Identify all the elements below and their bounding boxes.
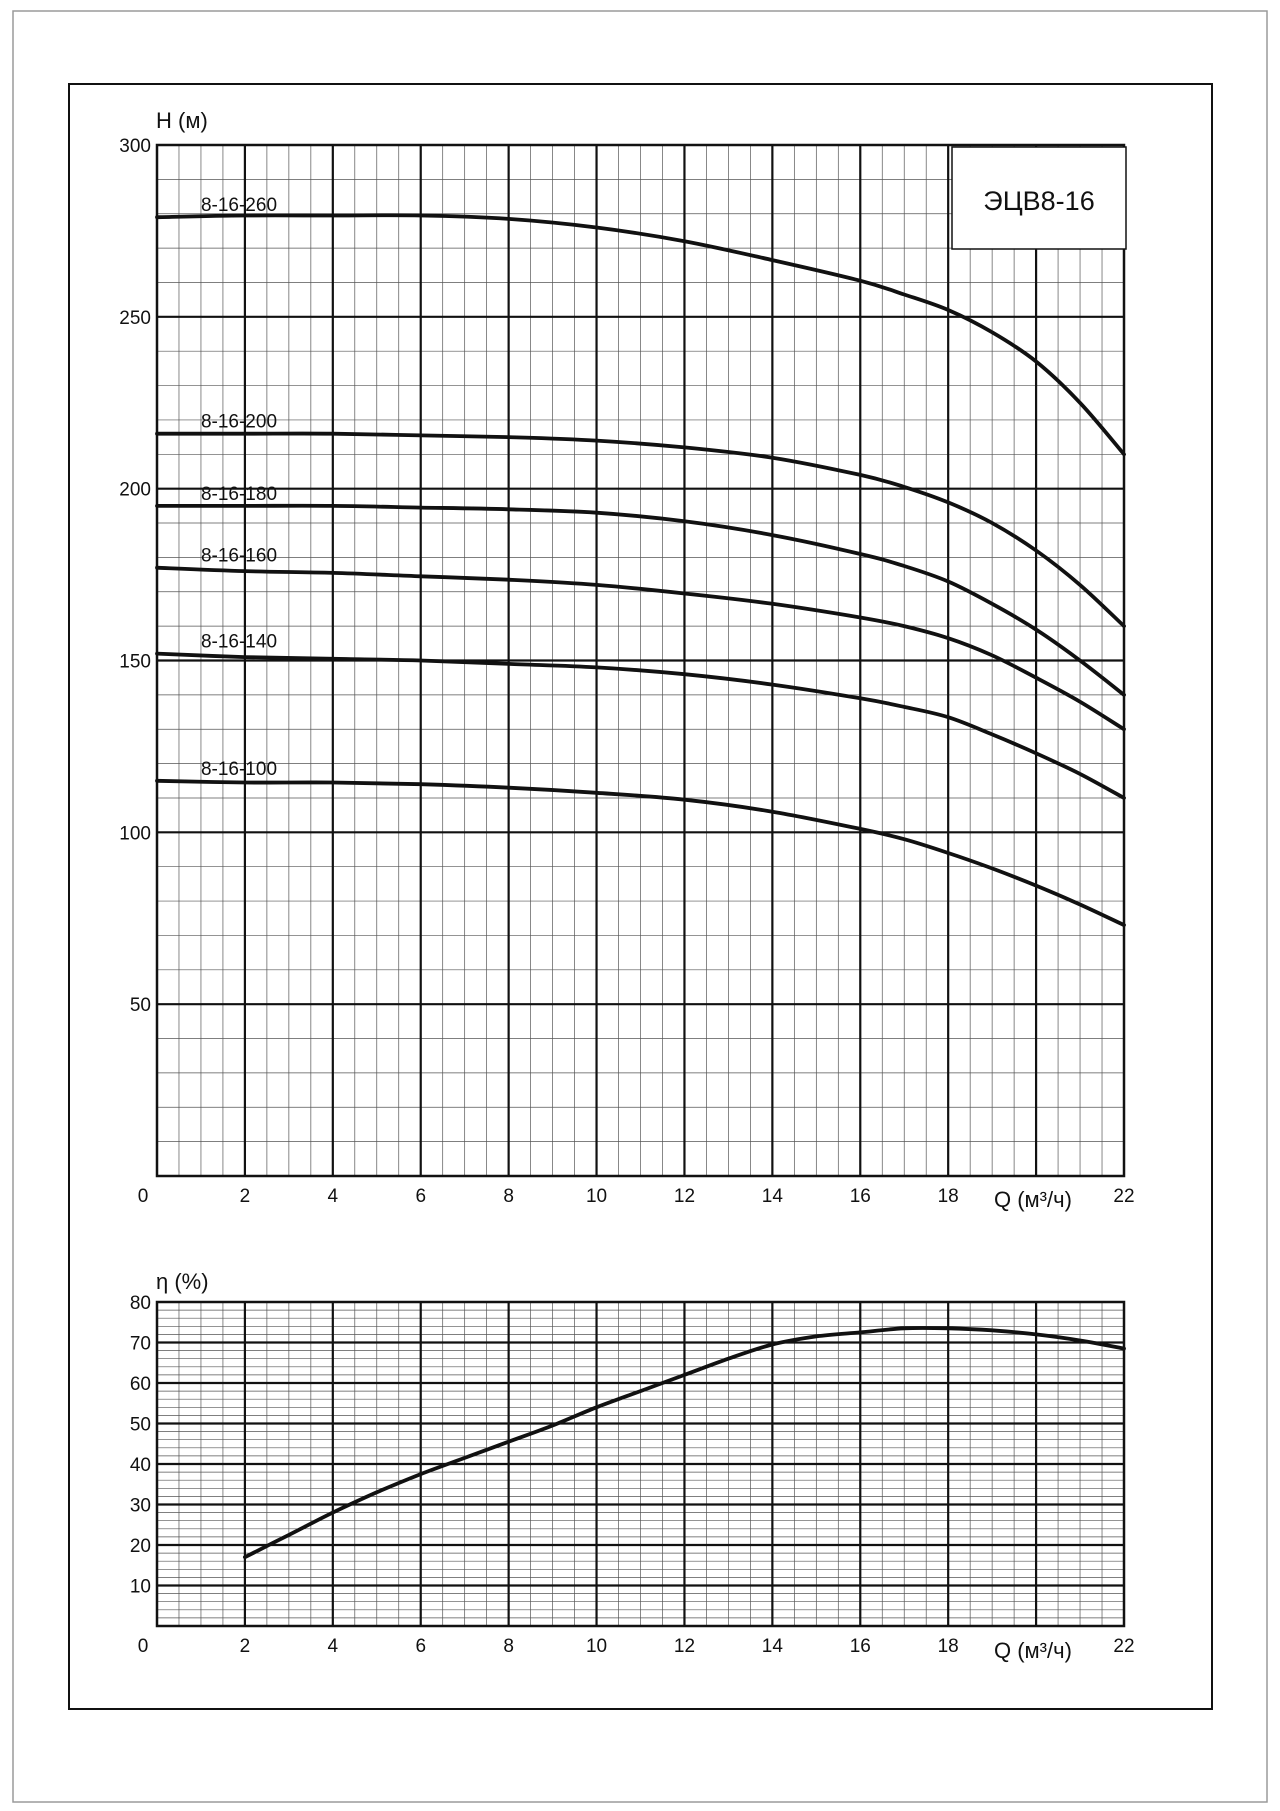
x-tick-label: 10: [585, 1636, 608, 1657]
y-tick-label: 20: [129, 1536, 151, 1557]
x-tick-label: 6: [415, 1636, 427, 1657]
y-tick-label: 30: [129, 1495, 151, 1517]
x-tick-label: 2: [239, 1636, 251, 1657]
y-tick-label: 70: [129, 1333, 151, 1355]
x-tick-label: 22: [1113, 1186, 1135, 1207]
x-tick-label: 14: [761, 1186, 783, 1207]
curve-label: 8-16-180: [200, 483, 278, 505]
x-tick-label: 14: [761, 1636, 783, 1657]
x-tick-label: 16: [849, 1186, 871, 1207]
curve-label: 8-16-200: [200, 411, 278, 433]
x-tick-label: 8: [503, 1636, 514, 1657]
y-tick-label: 300: [119, 136, 151, 157]
x-tick-label: 0: [137, 1636, 149, 1657]
curve-label: 8-16-140: [200, 631, 278, 653]
efficiency-chart-grid: [157, 1302, 1124, 1626]
y-tick-label: 80: [129, 1293, 151, 1314]
y-tick-label: 50: [129, 1414, 151, 1436]
x-tick-label: 8: [503, 1186, 514, 1207]
head-chart-title-box: [952, 147, 1126, 249]
y-tick-label: 40: [129, 1455, 151, 1476]
x-tick-label: 22: [1113, 1636, 1135, 1657]
curve-label: 8-16-100: [200, 758, 278, 780]
y-tick-label: 50: [129, 995, 151, 1017]
head-x-axis-title: Q (м³/ч): [994, 1187, 1072, 1212]
x-tick-label: 0: [137, 1186, 149, 1207]
efficiency-y-axis-title: η (%): [156, 1269, 209, 1294]
x-tick-label: 18: [937, 1636, 959, 1657]
curve-label: 8-16-260: [200, 195, 278, 217]
x-tick-label: 6: [415, 1186, 427, 1207]
x-tick-label: 18: [937, 1186, 959, 1207]
y-tick-label: 250: [119, 307, 151, 329]
x-tick-label: 16: [849, 1636, 871, 1657]
x-tick-label: 4: [327, 1636, 339, 1657]
x-tick-label: 12: [673, 1636, 696, 1657]
chart-title: ЭЦВ8-16: [983, 186, 1095, 216]
x-tick-label: 10: [585, 1186, 608, 1207]
efficiency-x-axis-title: Q (м³/ч): [994, 1638, 1072, 1663]
y-tick-label: 10: [129, 1576, 151, 1598]
curve-label: 8-16-160: [200, 545, 278, 567]
head-y-axis-title: H (м): [156, 108, 208, 133]
x-tick-label: 2: [239, 1186, 251, 1207]
x-tick-label: 12: [673, 1186, 696, 1207]
y-tick-label: 150: [119, 651, 151, 673]
y-tick-label: 200: [119, 479, 151, 501]
y-tick-label: 60: [129, 1374, 151, 1395]
x-tick-label: 4: [327, 1186, 339, 1207]
y-tick-label: 100: [119, 823, 151, 845]
